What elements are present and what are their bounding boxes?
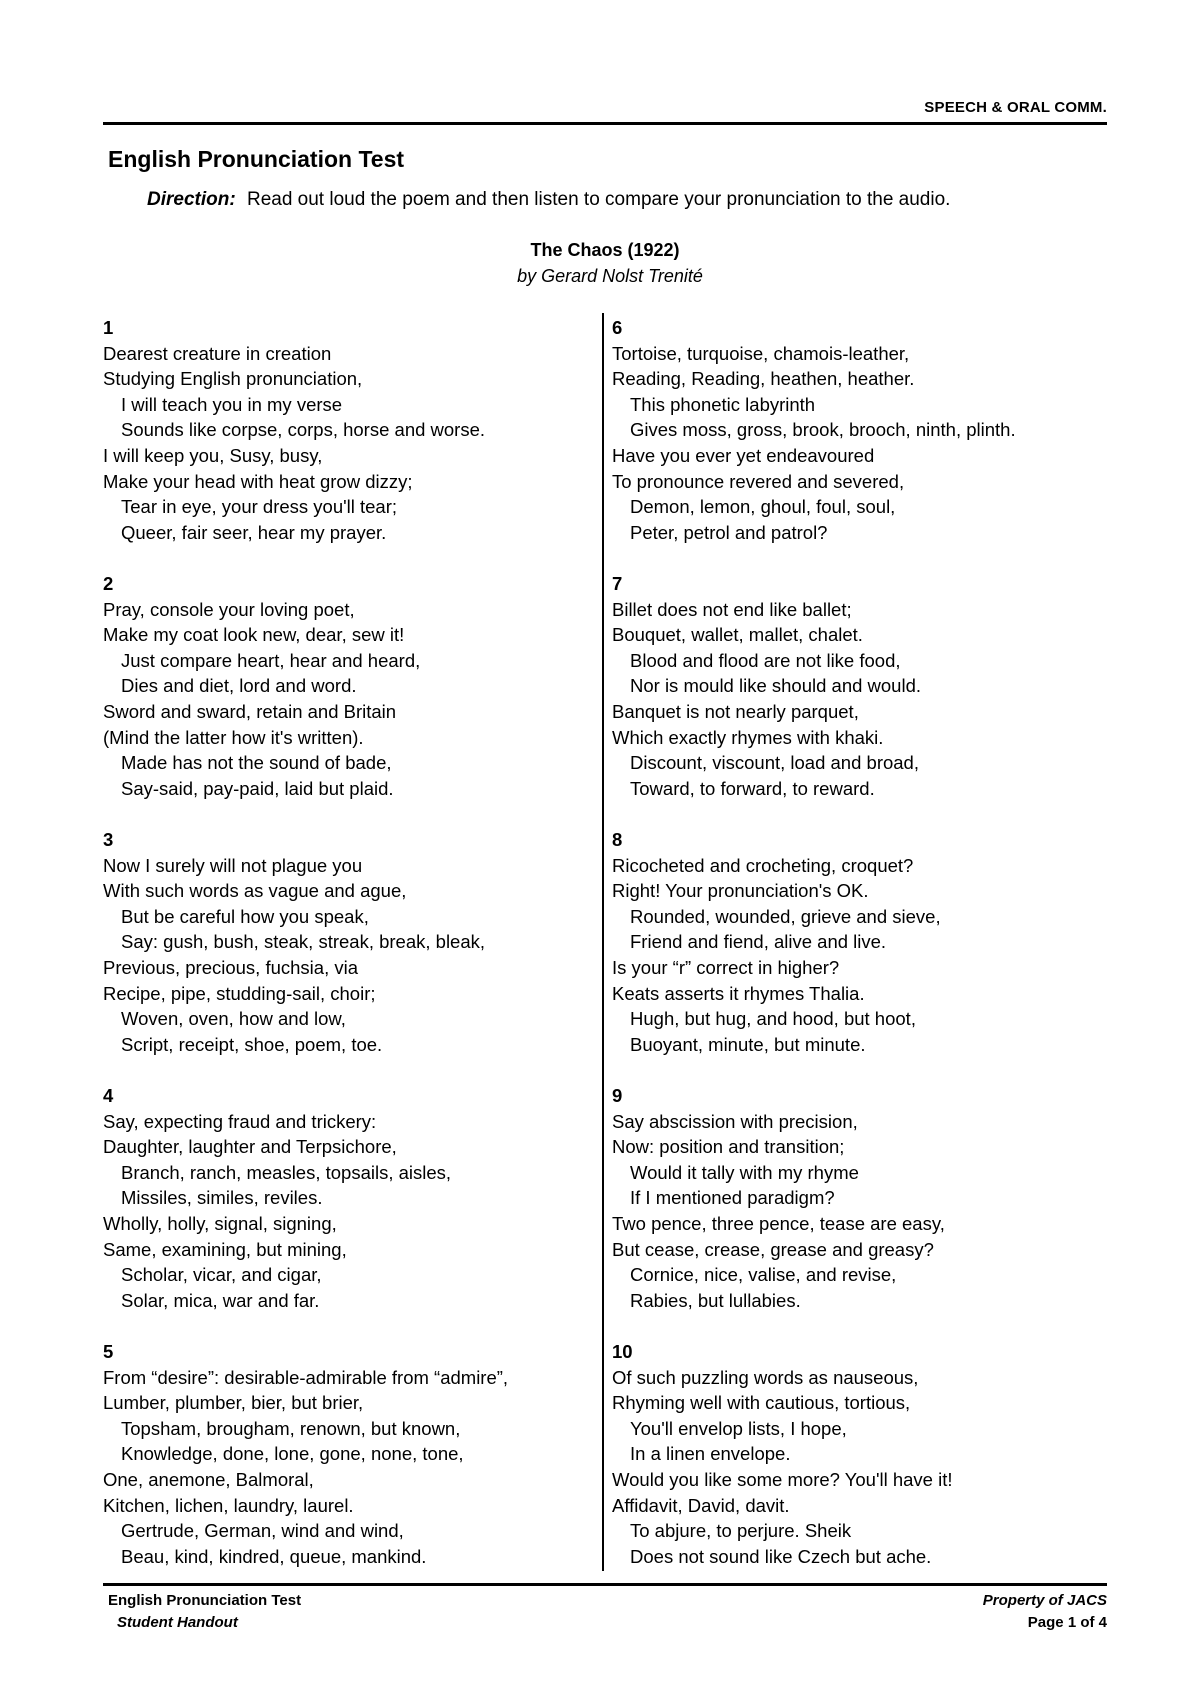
- poem-line: (Mind the latter how it's written).: [103, 726, 364, 748]
- poem-line: To pronounce revered and severed,: [612, 470, 905, 492]
- direction-text: Read out loud the poem and then listen to compare your pronunciation to the audio.: [246, 189, 951, 210]
- poem-column-left: [103, 315, 583, 1595]
- poem-line: Blood and flood are not like food,: [630, 649, 901, 671]
- poem-line: Does not sound like Czech but ache.: [630, 1545, 932, 1567]
- poem-line: Make my coat look new, dear, sew it!: [103, 624, 405, 646]
- poem-line: Would you like some more? You'll have it!: [612, 1468, 953, 1490]
- poem-line: Scholar, vicar, and cigar,: [121, 1264, 322, 1286]
- poem-line: Say, expecting fraud and trickery:: [103, 1110, 377, 1132]
- poem-line: With such words as vague and ague,: [103, 880, 407, 902]
- poem-line: Topsham, brougham, renown, but known,: [121, 1417, 461, 1439]
- poem-line: Friend and fiend, alive and live.: [630, 931, 887, 953]
- poem-line: Beau, kind, kindred, queue, mankind.: [121, 1545, 427, 1567]
- poem-line: Affidavit, David, davit.: [612, 1494, 790, 1516]
- poem-line: Sounds like corpse, corps, horse and worse.: [121, 419, 486, 441]
- poem-title: The Chaos (1922): [530, 240, 680, 260]
- footer-page-number: Page 1 of 4: [1027, 1614, 1107, 1631]
- poem-line: Right! Your pronunciation's OK.: [612, 880, 869, 902]
- poem-line: Branch, ranch, measles, topsails, aisles,: [121, 1161, 452, 1183]
- poem-line: Lumber, plumber, bier, but brier,: [103, 1392, 364, 1414]
- poem-line: Wholly, holly, signal, signing,: [103, 1212, 337, 1234]
- poem-line: I will keep you, Susy, busy,: [103, 444, 323, 466]
- poem-line: Keats asserts it rhymes Thalia.: [612, 982, 865, 1004]
- poem-line: Is your “r” correct in higher?: [612, 956, 840, 978]
- poem-line: Gives moss, gross, brook, brooch, ninth, plinth.: [630, 419, 1016, 441]
- footer-rule: [103, 1583, 1107, 1586]
- poem-line: Sword and sward, retain and Britain: [103, 700, 397, 722]
- stanza: [612, 315, 1112, 571]
- direction-paragraph: [147, 189, 950, 211]
- poem-line: Say abscission with precision,: [612, 1110, 858, 1132]
- poem-line: Rhyming well with cautious, tortious,: [612, 1392, 911, 1414]
- poem-line: Ricocheted and crocheting, croquet?: [612, 854, 914, 876]
- poem-line: Pray, console your loving poet,: [103, 598, 355, 620]
- poem-line: Would it tally with my rhyme: [630, 1161, 859, 1183]
- poem-author: by Gerard Nolst Trenité: [517, 266, 703, 286]
- poem-line: Script, receipt, shoe, poem, toe.: [121, 1033, 383, 1055]
- stanza-number: 3: [103, 829, 114, 850]
- stanza-number: 6: [612, 317, 623, 338]
- poem-line: You'll envelop lists, I hope,: [630, 1417, 847, 1439]
- poem-line: Just compare heart, hear and heard,: [121, 649, 421, 671]
- poem-line: Two pence, three pence, tease are easy,: [612, 1212, 945, 1234]
- stanza-number: 1: [103, 317, 114, 338]
- poem-line: Previous, precious, fuchsia, via: [103, 956, 359, 978]
- header-course-label: SPEECH & ORAL COMM.: [924, 99, 1107, 116]
- poem-line: Made has not the sound of bade,: [121, 752, 392, 774]
- stanza-number: 7: [612, 573, 623, 594]
- poem-line: Dearest creature in creation: [103, 342, 332, 364]
- poem-line: Knowledge, done, lone, gone, none, tone,: [121, 1443, 464, 1465]
- stanza: [103, 571, 583, 827]
- stanza: [612, 827, 1112, 1083]
- poem-line: Make your head with heat grow dizzy;: [103, 470, 413, 492]
- poem-line: Have you ever yet endeavoured: [612, 444, 875, 466]
- stanza-number: 5: [103, 1341, 114, 1362]
- stanza-number: 2: [103, 573, 114, 594]
- header-rule: [103, 122, 1107, 125]
- stanza: [612, 571, 1112, 827]
- page-title: English Pronunciation Test: [108, 146, 405, 172]
- poem-line: Toward, to forward, to reward.: [630, 777, 875, 799]
- poem-line: One, anemone, Balmoral,: [103, 1468, 314, 1490]
- footer-property: Property of JACS: [982, 1592, 1107, 1609]
- poem-line: Now: position and transition;: [612, 1136, 845, 1158]
- poem-line: Woven, oven, how and low,: [121, 1008, 346, 1030]
- poem-line: Daughter, laughter and Terpsichore,: [103, 1136, 397, 1158]
- poem-line: Studying English pronunciation,: [103, 368, 363, 390]
- stanza: [103, 1083, 583, 1339]
- poem-line: I will teach you in my verse: [121, 393, 343, 415]
- poem-line: Gertrude, German, wind and wind,: [121, 1520, 404, 1542]
- poem-line: Nor is mould like should and would.: [630, 675, 922, 697]
- stanza-number: 8: [612, 829, 623, 850]
- poem-line: Queer, fair seer, hear my prayer.: [121, 521, 387, 543]
- poem-line: Of such puzzling words as nauseous,: [612, 1366, 919, 1388]
- poem-line: But be careful how you speak,: [121, 905, 369, 927]
- poem-line: Peter, petrol and patrol?: [630, 521, 828, 543]
- poem-line: Buoyant, minute, but minute.: [630, 1033, 866, 1055]
- stanza-number: 10: [612, 1341, 633, 1362]
- poem-line: Say-said, pay-paid, laid but plaid.: [121, 777, 394, 799]
- poem-line: Discount, viscount, load and broad,: [630, 752, 919, 774]
- poem-line: Rounded, wounded, grieve and sieve,: [630, 905, 941, 927]
- footer-doc-type: Student Handout: [117, 1614, 238, 1631]
- poem-line: Tortoise, turquoise, chamois-leather,: [612, 342, 910, 364]
- poem-line: Rabies, but lullabies.: [630, 1289, 801, 1311]
- poem-line: Missiles, similes, reviles.: [121, 1187, 323, 1209]
- poem-line: Say: gush, bush, steak, streak, break, bleak,: [121, 931, 486, 953]
- stanza: [103, 315, 583, 571]
- footer-doc-title: English Pronunciation Test: [108, 1592, 302, 1609]
- poem-line: Bouquet, wallet, mallet, chalet.: [612, 624, 863, 646]
- column-divider: [602, 313, 604, 1571]
- stanza-number: 4: [103, 1085, 114, 1106]
- stanza: [103, 827, 583, 1083]
- poem-line: Cornice, nice, valise, and revise,: [630, 1264, 897, 1286]
- poem-line: Kitchen, lichen, laundry, laurel.: [103, 1494, 354, 1516]
- poem-line: Tear in eye, your dress you'll tear;: [121, 496, 398, 518]
- stanza: [103, 1339, 583, 1595]
- poem-line: In a linen envelope.: [630, 1443, 791, 1465]
- poem-line: Dies and diet, lord and word.: [121, 675, 357, 697]
- poem-line: Reading, Reading, heathen, heather.: [612, 368, 915, 390]
- poem-line: Banquet is not nearly parquet,: [612, 700, 859, 722]
- poem-column-right: [612, 315, 1112, 1595]
- poem-line: If I mentioned paradigm?: [630, 1187, 835, 1209]
- poem-line: From “desire”: desirable-admirable from “admire”,: [103, 1366, 509, 1388]
- poem-line: But cease, crease, grease and greasy?: [612, 1238, 934, 1260]
- direction-label: Direction:: [147, 189, 236, 210]
- stanza: [612, 1083, 1112, 1339]
- stanza-number: 9: [612, 1085, 623, 1106]
- poem-line: Billet does not end like ballet;: [612, 598, 852, 620]
- poem-line: Demon, lemon, ghoul, foul, soul,: [630, 496, 896, 518]
- poem-line: Now I surely will not plague you: [103, 854, 363, 876]
- poem-line: Recipe, pipe, studding-sail, choir;: [103, 982, 376, 1004]
- poem-line: Which exactly rhymes with khaki.: [612, 726, 884, 748]
- poem-line: Same, examining, but mining,: [103, 1238, 347, 1260]
- poem-line: Solar, mica, war and far.: [121, 1289, 320, 1311]
- poem-line: Hugh, but hug, and hood, but hoot,: [630, 1008, 916, 1030]
- stanza: [612, 1339, 1112, 1595]
- poem-line: To abjure, to perjure. Sheik: [630, 1520, 852, 1542]
- poem-line: This phonetic labyrinth: [630, 393, 816, 415]
